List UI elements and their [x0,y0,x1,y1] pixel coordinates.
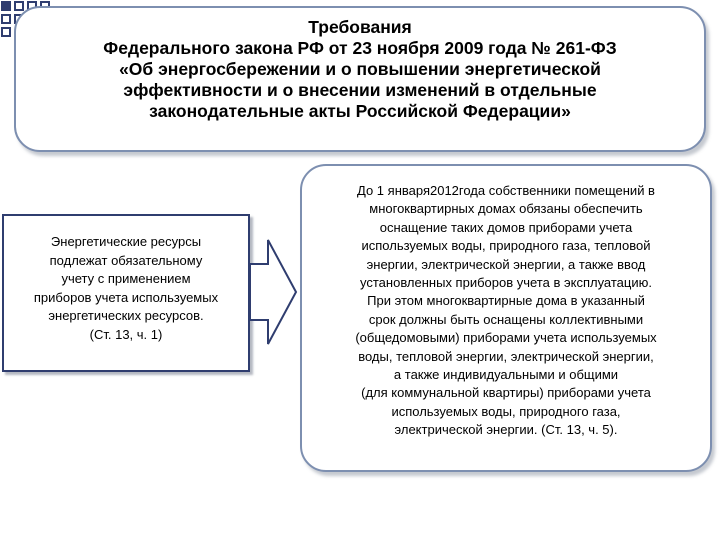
energy-resources-box [2,214,250,372]
requirements-detail-box [300,164,712,472]
right-text-line: оснащение таких домов приборами учета [379,219,633,235]
right-text-line: (общедомовыми) приборами учета используемых [355,330,657,346]
right-text-line: При этом многоквартирные дома в указанный [367,293,645,309]
left-text-line: приборов учета используемых [33,289,219,305]
title-line: Требования [308,17,412,37]
left-text-line: Энергетические ресурсы [50,234,202,249]
right-text-line: а также индивидуальными и общими [393,367,619,383]
right-text-line: До 1 января2012года собственники помещений в [357,183,655,198]
left-text-line: учету с применением [61,271,191,287]
left-text-line: подлежат обязательному [49,252,203,268]
title-line: законодательные акты Российской Федерации» [149,101,571,121]
title-line: эффективности и о внесении изменений в отдельные [123,80,597,100]
right-arrow-icon [246,236,300,348]
title-line: «Об энергосбережении и о повышении энергетической [119,59,601,79]
right-text-line: установленных приборов учета в эксплуатацию. [360,275,652,291]
title-panel [14,6,706,152]
right-text-line: электрической энергии. (Ст. 13, ч. 5). [394,422,618,438]
right-text-line: многоквартирных домах обязаны обеспечить [369,201,643,217]
left-text-line: (Ст. 13, ч. 1) [89,326,163,342]
right-text-line: воды, тепловой энергии, электрической энергии, [358,348,654,364]
title-line: Федерального закона РФ от 23 ноября 2009 года № 261-ФЗ [103,38,617,58]
right-text-line: срок должны быть оснащены коллективными [368,311,644,327]
right-text-line: используемых воды, природного газа, [391,403,621,419]
right-text-line: используемых воды, природного газа, тепловой [361,238,651,254]
right-text-line: (для коммунальной квартиры) приборами учета [361,385,651,401]
left-text-line: энергетических ресурсов. [48,308,204,324]
right-text-line: энергии, электрической энергии, а также ввод [366,256,646,272]
